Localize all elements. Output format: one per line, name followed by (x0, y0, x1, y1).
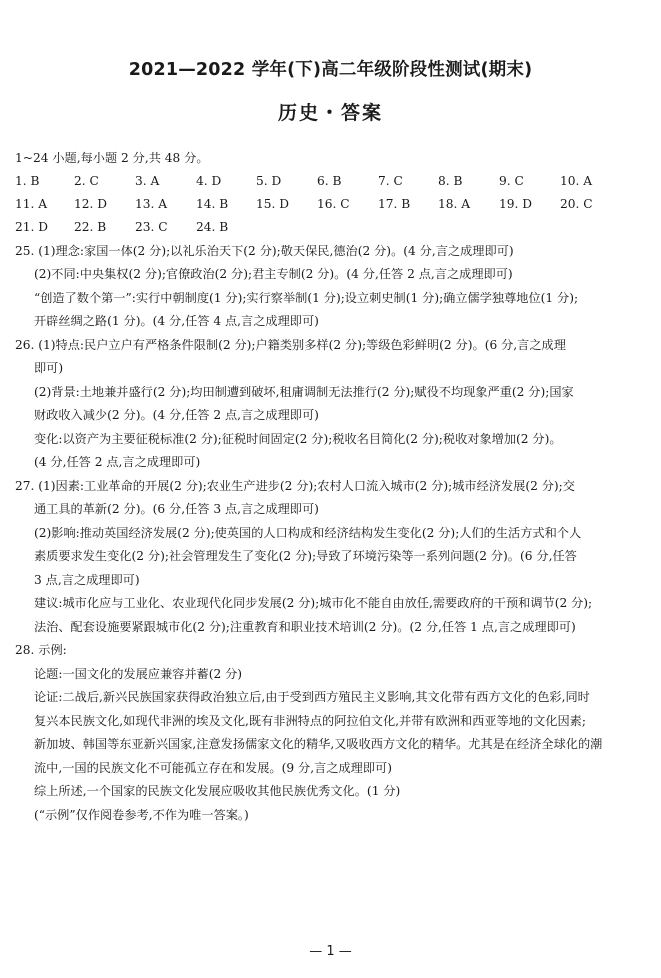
mc-answer: 9. C (499, 174, 524, 188)
subject-title: 历史・答案 (277, 102, 383, 124)
mc-answer: 7. C (378, 174, 403, 188)
mc-answer: 8. B (438, 174, 463, 188)
q26-line: (2)背景:土地兼并盛行(2 分);均田制遭到破坏,租庸调制无法推行(2 分);赋役不均现象严重(2 分);国家 (34, 385, 574, 399)
q28-line: (“示例”仅作阅卷参考,不作为唯一答案。) (34, 808, 249, 822)
mc-answer: 24. B (196, 220, 229, 234)
mc-answer: 6. B (317, 174, 342, 188)
q27-line: 素质要求发生变化(2 分);社会管理发生了变化(2 分);导致了环境污染等一系列问题(2 分)。(6 分,任答 (34, 549, 577, 563)
mc-answer: 16. C (317, 197, 350, 211)
q28-line: 论证:二战后,新兴民族国家获得政治独立后,由于受到西方殖民主义影响,其文化带有西方文化的色彩,同时 (34, 690, 590, 704)
mc-intro: 1~24 小题,每小题 2 分,共 48 分。 (15, 151, 209, 165)
mc-answer: 14. B (196, 197, 229, 211)
mc-answer: 11. A (15, 197, 48, 211)
q25-line: “创造了数个第一”:实行中朝制度(1 分);实行察举制(1 分);设立刺史制(1 分);确立儒学独尊地位(1 分); (34, 291, 579, 305)
q28-line: 28. 示例: (15, 643, 67, 657)
mc-answer: 19. D (499, 197, 533, 211)
q27-line: 通工具的革新(2 分)。(6 分,任答 3 点,言之成理即可) (34, 502, 319, 516)
q28-line: 论题:一国文化的发展应兼容并蓄(2 分) (34, 667, 243, 681)
mc-answer: 18. A (438, 197, 471, 211)
q28-line: 流中,一国的民族文化不可能孤立存在和发展。(9 分,言之成理即可) (34, 761, 392, 775)
q27-line: 27. (1)因素:工业革命的开展(2 分);农业生产进步(2 分);农村人口流入城市(2 分);城市经济发展(2 分);交 (15, 479, 575, 493)
mc-answer: 15. D (256, 197, 290, 211)
mc-answer: 2. C (74, 174, 99, 188)
q27-line: 法治、配套设施要紧跟城市化(2 分);注重教育和职业技术培训(2 分)。(2 分,任答 1 点,言之成理即可) (34, 620, 576, 634)
q25-line: (2)不同:中央集权(2 分);官僚政治(2 分);君主专制(2 分)。(4 分,任答 2 点,言之成理即可) (34, 267, 513, 281)
exam-title: 2021—2022 学年(下)高二年级阶段性测试(期末) (128, 60, 533, 80)
mc-answer: 22. B (74, 220, 107, 234)
mc-answer: 3. A (135, 174, 160, 188)
mc-answer: 10. A (560, 174, 593, 188)
q27-line: 建议:城市化应与工业化、农业现代化同步发展(2 分);城市化不能自由放任,需要政府的干预和调节(2 分); (34, 596, 593, 610)
q28-line: 新加坡、韩国等东亚新兴国家,注意发扬儒家文化的精华,又吸收西方文化的精华。尤其是在经济全球化的潮 (34, 737, 603, 751)
mc-answer: 4. D (196, 174, 222, 188)
page-number: — 1 — (309, 944, 352, 959)
q26-line: 即可) (34, 361, 64, 375)
mc-answer: 12. D (74, 197, 108, 211)
mc-answer: 1. B (15, 174, 40, 188)
q26-line: 26. (1)特点:民户立户有严格条件限制(2 分);户籍类别多样(2 分);等级色彩鲜明(2 分)。(6 分,言之成理 (15, 338, 566, 352)
q25-line: 开辟丝绸之路(1 分)。(4 分,任答 4 点,言之成理即可) (34, 314, 319, 328)
mc-answer: 21. D (15, 220, 49, 234)
q26-line: (4 分,任答 2 点,言之成理即可) (34, 455, 201, 469)
q26-line: 变化:以资产为主要征税标准(2 分);征税时间固定(2 分);税收名目简化(2 分);税收对象增加(2 分)。 (34, 432, 562, 446)
q26-line: 财政收入减少(2 分)。(4 分,任答 2 点,言之成理即可) (34, 408, 319, 422)
q28-line: 综上所述,一个国家的民族文化发展应吸收其他民族优秀文化。(1 分) (34, 784, 401, 798)
mc-answer: 5. D (256, 174, 282, 188)
q25-line: 25. (1)理念:家国一体(2 分);以礼乐治天下(2 分);敬天保民,德治(2 分)。(4 分,言之成理即可) (15, 244, 514, 258)
mc-answer: 20. C (560, 197, 593, 211)
mc-answer: 23. C (135, 220, 168, 234)
mc-answer: 17. B (378, 197, 411, 211)
q27-line: 3 点,言之成理即可) (34, 573, 140, 587)
mc-answer: 13. A (135, 197, 168, 211)
q27-line: (2)影响:推动英国经济发展(2 分);使英国的人口构成和经济结构发生变化(2 分);人们的生活方式和个人 (34, 526, 582, 540)
q28-line: 复兴本民族文化,如现代非洲的埃及文化,既有非洲特点的阿拉伯文化,并带有欧洲和西亚等地的文化因素; (34, 714, 586, 728)
